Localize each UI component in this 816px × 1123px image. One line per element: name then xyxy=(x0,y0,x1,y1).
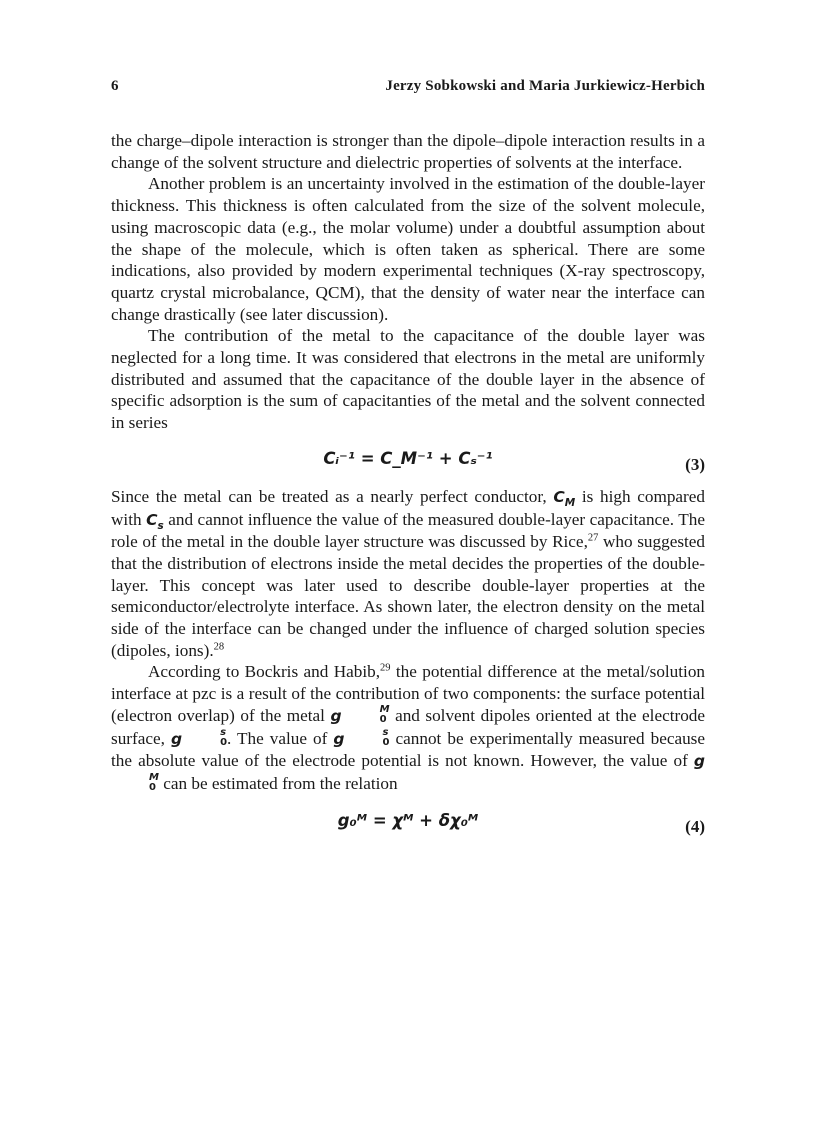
equation-3 xyxy=(111,444,705,478)
citation-27: 27 xyxy=(587,532,599,544)
symbol-g0s: g s 0 xyxy=(170,727,228,749)
paragraph-5: According to Bockris and Habib,$^{29}$ the potential difference at the metal/solution interface at pzc is a result of the contribution of two components: the surface potential (electron overlap) of the metal g M 0 and solvent dipoles oriented at the electrode surface, g s 0 . The value of g s 0 cannot be experimentally measured because the absolute value of the electrode potential is not known. However, the value of g M 0 can be estimated from the relation xyxy=(111,662,706,794)
paragraph-1: the charge–dipole interaction is stronger than the dipole–dipole interaction results in a change of the solvent structure and dielectric properties of solvents at the interface. xyxy=(111,131,705,172)
paragraph-4: Since the metal can be treated as a nearly perfect conductor, $C_M$ is high compared with $C_s$ and cannot influence the value of the measured double-layer capacitance. The role of the metal in the double layer structure was discussed by Rice,$^{27}$ who suggested that the distribution of electrons inside the metal decides the properties of the double-layer. This concept was later used to describe double-layer properties at the semiconductor/electrolyte interface. As shown later, the electron density on the metal side of the interface can be changed under the influence of charged solution species (dipoles, ions).$^{28}$ xyxy=(111,486,706,660)
symbol-g0M: g M 0 xyxy=(330,704,390,726)
running-title: Jerzy Sobkowski and Maria Jurkiewicz-Herbich xyxy=(385,78,705,94)
equation-4-text: g₀ᴹ = χᴹ + δχ₀ᴹ xyxy=(337,810,479,830)
page-header xyxy=(111,78,705,100)
equation-4-number: (4) xyxy=(685,816,705,836)
equation-4 xyxy=(111,806,705,840)
body-text xyxy=(111,130,705,848)
symbol-cm: $C_M$ xyxy=(553,487,576,509)
equation-3-text: Cᵢ⁻¹ = C_M⁻¹ + Cₛ⁻¹ xyxy=(323,448,493,468)
equation-3-number: (3) xyxy=(685,454,705,474)
equation-3-formula xyxy=(111,448,705,470)
citation-29: 29 xyxy=(380,662,391,674)
page-number: 6 xyxy=(111,78,119,94)
equation-4-formula xyxy=(111,810,705,832)
paragraph-2: Another problem is an uncertainty involved in the estimation of the double-layer thickness. This thickness is often calculated from the size of the solvent molecule, using macroscopic data (e.g., the molar volume) under a doubtful assumption about the shape of the molecule, which is often taken as spherical. There are some indications, also provided by modern experimental techniques (X-ray spectroscopy, quartz crystal microbalance, QCM), that the density of water near the interface can change drastically (see later discussion). xyxy=(111,174,705,324)
citation-28: 28 xyxy=(213,641,225,653)
symbol-g0s-2: g s 0 xyxy=(333,727,390,749)
paragraph-3: The contribution of the metal to the capacitance of the double layer was neglected for a long time. It was considered that electrons in the metal are uniformly distributed and assumed that the capacitance of the double layer in the absence of specific adsorption is the sum of capacitanties of the metal and the solvent connected in series xyxy=(111,326,705,433)
symbol-g0M-2: g M 0 xyxy=(149,752,705,794)
symbol-cs: $C_s$ xyxy=(146,510,164,532)
